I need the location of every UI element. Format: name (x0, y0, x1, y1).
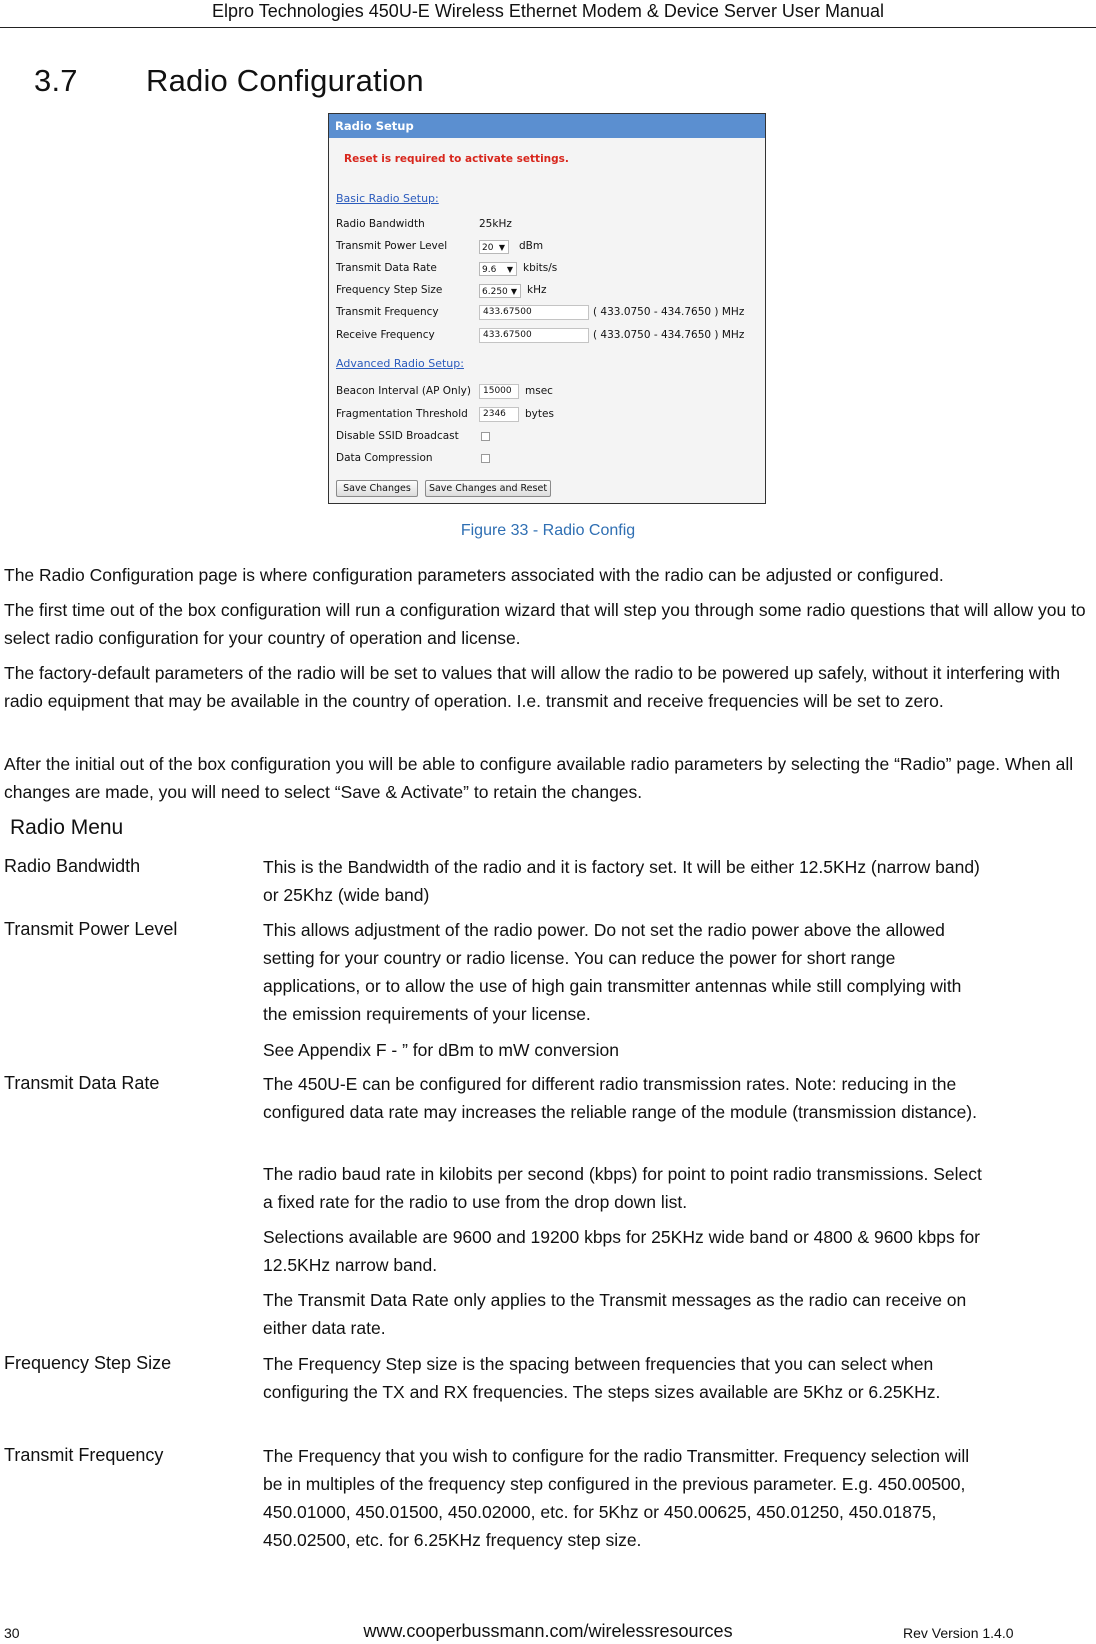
desc-transmit-power-note: See Appendix F - ” for dBm to mW conversion (263, 1040, 619, 1060)
rx-frequency-range: ( 433.0750 - 434.7650 ) MHz (593, 329, 745, 341)
paragraph: After the initial out of the box configuration you will be able to configure available radio parameters by selecting the “Radio” page. When all changes are made, you will need to select “Save & Activate” to retain the changes. (4, 754, 1074, 802)
term-data-rate: Transmit Data Rate (4, 1073, 160, 1093)
term-radio-bandwidth: Radio Bandwidth (4, 856, 141, 876)
beacon-interval-label: Beacon Interval (AP Only) (336, 385, 471, 397)
desc-data-rate: The Transmit Data Rate only applies to the Transmit messages as the radio can receive on either data rate. (263, 1290, 967, 1338)
section-title: Radio Configuration (146, 63, 424, 98)
advanced-radio-setup-link[interactable]: Advanced Radio Setup: (336, 357, 464, 370)
desc-transmit-power: This allows adjustment of the radio power. Do not set the radio power above the allowed setting for your country or radio license. You can reduce the power for short range applications, or to allow the use of high gain transmitter antennas while still complying with the emission requirements of your license. (263, 920, 962, 1024)
radio-setup-panel (328, 113, 766, 504)
radio-bandwidth-value: 25kHz (479, 218, 512, 230)
compression-label: Data Compression (336, 452, 433, 464)
paragraph: The factory-default parameters of the radio will be set to values that will allow the radio to be powered up safely, without it interfering with radio equipment that may be available in the country of operation. I.e. transmit and receive frequencies will be set to zero. (4, 663, 1061, 711)
step-size-value: 6.250 (482, 287, 508, 297)
paragraph: The Radio Configuration page is where configuration parameters associated with the radio can be adjusted or configured. (4, 565, 944, 585)
radio-menu-heading: Radio Menu (10, 816, 124, 839)
data-rate-unit: kbits/s (523, 262, 558, 274)
tx-frequency-label: Transmit Frequency (336, 306, 439, 318)
page-header (0, 0, 1096, 28)
desc-data-rate: The 450U-E can be configured for different radio transmission rates. Note: reducing in the configured data rate may increases the reliable range of the module (transmission distance). (263, 1074, 977, 1122)
desc-data-rate: Selections available are 9600 and 19200 kbps for 25KHz wide band or 4800 & 9600 kbps for 12.5KHz narrow band. (263, 1227, 981, 1275)
panel-title: Radio Setup (329, 114, 765, 138)
section-number: 3.7 (34, 63, 78, 98)
figure-caption: Figure 33 - Radio Config (460, 522, 636, 539)
data-rate-value: 9.6 (482, 265, 497, 275)
chevron-down-icon: ▼ (506, 265, 513, 274)
radio-bandwidth-label: Radio Bandwidth (336, 218, 425, 230)
paragraph: The first time out of the box configuration will run a configuration wizard that will step you through some radio questions that will allow you to select radio configuration for your country of operation and license. (4, 600, 1086, 648)
page-number: 30 (4, 1625, 20, 1641)
beacon-interval-unit: msec (525, 385, 553, 397)
rx-frequency-label: Receive Frequency (336, 329, 435, 341)
reset-warning: Reset is required to activate settings. (344, 153, 569, 165)
ssid-broadcast-checkbox[interactable] (481, 432, 490, 441)
footer-url[interactable]: www.cooperbussmann.com/wirelessresources (363, 1621, 733, 1641)
tx-frequency-range: ( 433.0750 - 434.7650 ) MHz (593, 306, 745, 318)
save-changes-button[interactable]: Save Changes (336, 480, 418, 497)
term-transmit-frequency: Transmit Frequency (4, 1445, 164, 1465)
ssid-broadcast-label: Disable SSID Broadcast (336, 430, 459, 442)
term-step-size: Frequency Step Size (4, 1353, 172, 1373)
compression-checkbox[interactable] (481, 454, 490, 463)
rx-frequency-input[interactable]: 433.67500 (479, 328, 589, 343)
revision: Rev Version 1.4.0 (903, 1625, 1014, 1641)
fragmentation-input[interactable]: 2346 (479, 407, 519, 422)
tx-frequency-input[interactable]: 433.67500 (479, 305, 589, 320)
term-transmit-power: Transmit Power Level (4, 919, 178, 939)
transmit-power-value: 20 (482, 243, 494, 253)
data-rate-label: Transmit Data Rate (336, 262, 437, 274)
manual-title: Elpro Technologies 450U-E Wireless Ethernet Modem & Device Server User Manual (212, 1, 884, 21)
desc-step-size: The Frequency Step size is the spacing between frequencies that you can select when configuring the TX and RX frequencies. The steps sizes available are 5Khz or 6.25KHz. (263, 1354, 941, 1402)
step-size-select[interactable] (479, 284, 521, 298)
chevron-down-icon: ▼ (510, 287, 517, 296)
section-heading (34, 63, 424, 99)
transmit-power-label: Transmit Power Level (336, 240, 448, 252)
transmit-power-unit: dBm (519, 240, 544, 252)
save-and-reset-button[interactable]: Save Changes and Reset (425, 480, 551, 497)
chevron-down-icon: ▼ (498, 243, 505, 252)
desc-transmit-frequency: The Frequency that you wish to configure for the radio Transmitter. Frequency selection will be in multiples of the frequency step configured in the previous parameter. E.g. 450.00500, 450.01000, 450.01500, 450.02000, etc. for 5Khz or 450.00625, 450.01250, 450.01875, 450.02500, etc. for 6.25KHz frequency step size. (263, 1446, 970, 1550)
transmit-power-select[interactable] (479, 240, 509, 254)
basic-radio-setup-link[interactable]: Basic Radio Setup: (336, 192, 439, 205)
beacon-interval-input[interactable]: 15000 (479, 384, 519, 399)
desc-data-rate: The radio baud rate in kilobits per second (kbps) for point to point radio transmissions. Select a fixed rate for the radio to use from the drop down list. (263, 1164, 982, 1212)
step-size-unit: kHz (527, 284, 547, 296)
desc-radio-bandwidth: This is the Bandwidth of the radio and it is factory set. It will be either 12.5KHz (narrow band) or 25Khz (wide band) (263, 857, 980, 905)
fragmentation-label: Fragmentation Threshold (336, 408, 468, 420)
data-rate-select[interactable] (479, 262, 517, 276)
step-size-label: Frequency Step Size (336, 284, 443, 296)
fragmentation-unit: bytes (525, 408, 554, 420)
